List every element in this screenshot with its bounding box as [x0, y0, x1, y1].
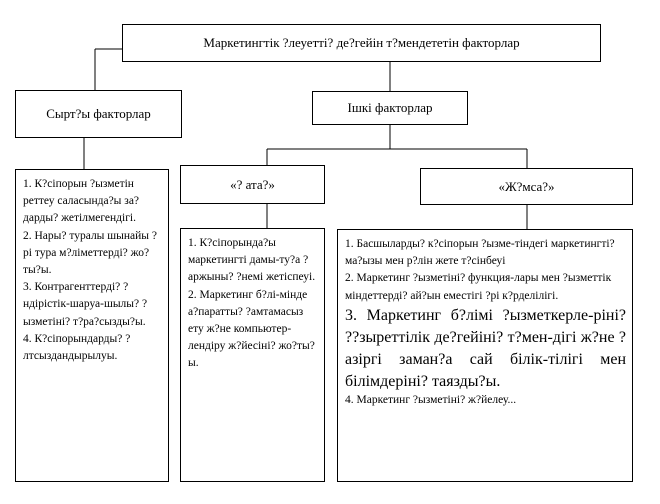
- work-factors-box: [420, 168, 633, 205]
- external-factors-box: [15, 90, 182, 138]
- diagram-title: Маркетингтік ?леуетті? де?гейін т?мендететін факторлар: [203, 35, 520, 50]
- list-item: 4. К?сіпорындарды? ?лтсыздандырылуы.: [23, 332, 131, 363]
- list-item: 2. Маркетинг ?ызметіні? функция-лары мен ?ызметтік міндеттерді? ай?ын еместігі ?рі к?рделілігі.: [345, 272, 612, 302]
- list-item: 2. Нары? туралы шынайы ?рі тура м?ліметтерді? жо?ты?ы.: [23, 229, 157, 277]
- internal-factors-box: [312, 91, 468, 125]
- money-factors-label: «? ата?»: [230, 176, 275, 192]
- money-factors-list: [180, 228, 325, 482]
- list-item: 2. Маркетинг б?лі-мінде а?паратты? ?амтамасыз ету ж?не компьютер-лендіру ж?йесіні? жо?ты?ы.: [188, 288, 315, 370]
- list-item: 1. К?сіпорында?ы маркетингті дамы-ту?а ?аржыны? ?немі жетіспеуі.: [188, 237, 316, 284]
- external-factors-list: [15, 169, 169, 482]
- title-box: [122, 24, 601, 62]
- internal-factors-label: Ішкі факторлар: [347, 100, 433, 115]
- work-factors-list: [337, 229, 633, 482]
- work-factors-label: «Ж?мса?»: [498, 178, 555, 194]
- list-item: 1. Басшыларды? к?сіпорын ?ызме-тіндегі маркетингті? ма?ызы мен р?лін жете т?сінбеуі: [345, 238, 615, 268]
- list-item-emphasized: 3. Маркетинг б?лімі ?ызметкерле-ріні? ??зыреттілік де?гейіні? т?мен-дігі ж?не ?азіргі заман?а сай білік-тілігі мен білімдеріні? таязды?ы.: [345, 306, 626, 390]
- money-factors-box: [180, 165, 325, 204]
- list-item: 1. К?сіпорын ?ызметін реттеу саласында?ы за?дарды? жетілмегендігі.: [23, 178, 140, 225]
- list-item-partial: 4. Маркетинг ?ызметіні? ж?йелеу...: [345, 393, 517, 406]
- list-item: 3. Контрагенттерді? ?ндірістік-шаруа-шылы? ?ызметіні? т?ра?сызды?ы.: [23, 281, 148, 328]
- external-factors-label: Сырт?ы факторлар: [46, 106, 151, 121]
